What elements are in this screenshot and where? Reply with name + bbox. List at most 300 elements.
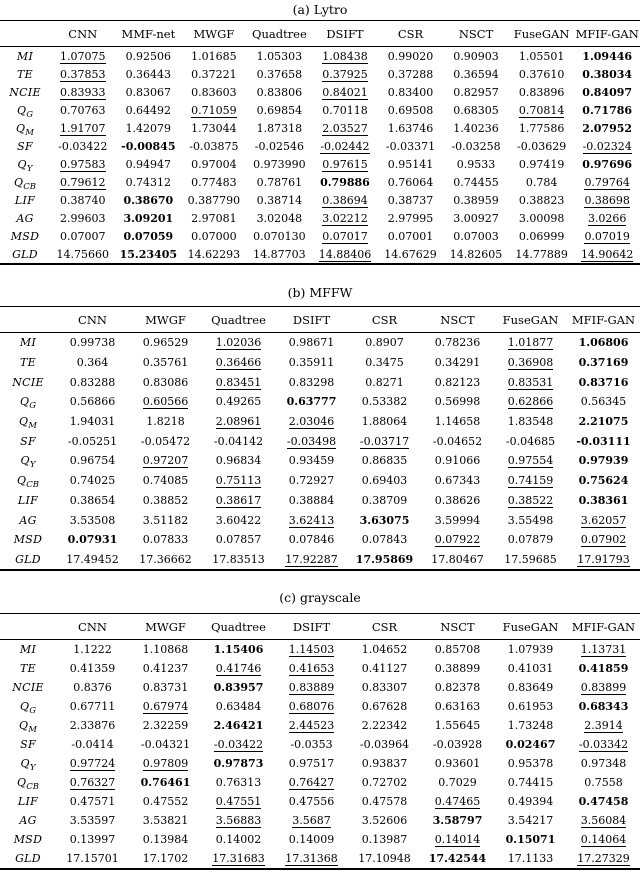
metric-label: MI — [16, 49, 34, 63]
value-cell: -0.03964 — [359, 738, 410, 752]
method-column-header: MWGF — [193, 26, 235, 41]
value-cell: 0.60566 — [142, 395, 189, 409]
value-cell: 0.07059 — [123, 229, 174, 243]
value-cell: 0.84097 — [582, 85, 633, 99]
metric-row — [0, 754, 640, 773]
value-cell: 0.93601 — [434, 757, 481, 771]
value-cell: 1.01877 — [507, 336, 554, 350]
value-cell: 0.82957 — [453, 85, 499, 99]
value-cell: 0.38852 — [142, 493, 189, 507]
metric-row — [0, 678, 640, 697]
value-cell: 17.1133 — [507, 852, 554, 866]
method-column-header: CNN — [78, 619, 107, 634]
metric-row — [0, 353, 640, 373]
value-cell: 0.71786 — [582, 103, 633, 117]
value-cell: 0.38654 — [69, 493, 116, 507]
value-cell: 0.38823 — [518, 193, 565, 207]
value-cell: 3.62057 — [580, 513, 627, 527]
value-cell: 0.41359 — [69, 662, 116, 676]
metric-label: TE — [20, 356, 36, 370]
value-cell: 2.33876 — [69, 719, 116, 733]
metric-label: AG — [16, 211, 34, 225]
value-cell: 0.83896 — [518, 85, 565, 99]
value-cell: 0.83086 — [142, 375, 189, 389]
value-cell: 2.44523 — [288, 719, 335, 733]
value-cell: 0.83716 — [578, 375, 629, 389]
value-cell: 0.47571 — [69, 795, 116, 809]
value-cell: 1.55645 — [434, 719, 481, 733]
value-cell: 0.97348 — [580, 757, 627, 771]
value-cell: 3.5687 — [292, 814, 331, 828]
metric-row — [0, 640, 640, 660]
metric-row — [0, 227, 640, 245]
metric-label: $Q_{CB}$ — [13, 175, 37, 191]
value-cell: 0.62866 — [507, 395, 554, 409]
value-cell: 0.41127 — [361, 662, 408, 676]
value-cell: 0.06999 — [518, 229, 565, 243]
value-cell: 0.13997 — [69, 833, 116, 847]
metric-label: LIF — [14, 193, 36, 207]
value-cell: 0.37853 — [60, 67, 106, 81]
value-cell: 14.88406 — [318, 247, 372, 261]
value-cell: 0.83288 — [69, 375, 116, 389]
value-cell: 0.83603 — [191, 85, 237, 99]
value-cell: 0.74312 — [125, 175, 172, 189]
metric-label: MI — [19, 336, 37, 350]
results-section-mffw — [0, 265, 640, 571]
value-cell: 17.31683 — [212, 852, 265, 866]
value-cell: 1.1222 — [73, 643, 112, 657]
metric-label: SF — [20, 434, 36, 448]
metric-row — [0, 392, 640, 412]
value-cell: 3.58797 — [432, 814, 483, 828]
metric-label: $Q_M$ — [18, 719, 38, 736]
value-cell: 1.94031 — [69, 415, 116, 429]
value-cell: 1.04652 — [361, 643, 408, 657]
value-cell: 17.27329 — [577, 852, 630, 866]
value-cell: 0.83451 — [215, 375, 262, 389]
value-cell: 0.63484 — [215, 700, 262, 714]
value-cell: 0.94947 — [125, 157, 172, 171]
value-cell: 0.47578 — [361, 795, 408, 809]
header-row — [0, 307, 640, 333]
value-cell: 3.55498 — [507, 513, 554, 527]
header-row — [0, 614, 640, 640]
value-cell: 0.070130 — [253, 229, 306, 243]
value-cell: 0.86835 — [361, 454, 408, 468]
value-cell: 0.387790 — [187, 193, 241, 207]
value-cell: 0.83806 — [256, 85, 303, 99]
value-cell: 17.92287 — [285, 552, 338, 566]
method-column-header: DSIFT — [292, 312, 331, 327]
value-cell: 0.70118 — [322, 103, 368, 117]
value-cell: 0.38626 — [434, 493, 481, 507]
value-cell: 1.07939 — [507, 643, 554, 657]
value-cell: 0.37221 — [191, 67, 237, 81]
value-cell: 0.67711 — [69, 700, 116, 714]
value-cell: 2.46421 — [213, 719, 264, 733]
value-cell: -0.03371 — [385, 139, 436, 153]
value-cell: 0.47551 — [215, 795, 262, 809]
value-cell: 17.10948 — [358, 852, 411, 866]
value-cell: 1.73044 — [191, 121, 237, 135]
value-cell: 17.83513 — [212, 552, 265, 566]
value-cell: 3.53508 — [69, 513, 116, 527]
value-cell: 1.8218 — [146, 415, 185, 429]
method-column-header: CNN — [68, 26, 98, 41]
value-cell: 0.93459 — [288, 454, 335, 468]
value-cell: 0.74455 — [453, 175, 499, 189]
value-cell: -0.02324 — [582, 139, 632, 153]
value-cell: 1.83548 — [507, 415, 554, 429]
metric-label: MI — [19, 643, 37, 657]
metric-label: LIF — [17, 493, 39, 507]
metric-label: $Q_M$ — [18, 415, 38, 432]
value-cell: 17.1702 — [142, 852, 189, 866]
value-cell: 0.82123 — [434, 375, 481, 389]
value-cell: 14.77889 — [515, 247, 568, 261]
value-cell: 0.56866 — [69, 395, 116, 409]
metric-label: TE — [17, 67, 33, 81]
value-cell: 0.90903 — [453, 49, 499, 63]
value-cell: 0.784 — [525, 175, 558, 189]
value-cell: 0.75113 — [215, 474, 262, 488]
value-cell: 2.32259 — [142, 719, 189, 733]
value-cell: 0.14014 — [434, 833, 481, 847]
value-cell: 1.13731 — [580, 643, 627, 657]
value-cell: 0.38670 — [123, 193, 174, 207]
value-cell: 3.09201 — [123, 211, 174, 225]
method-column-header: CSR — [397, 26, 424, 41]
value-cell: 0.97004 — [191, 157, 237, 171]
value-cell: 0.69508 — [387, 103, 434, 117]
value-cell: 0.3475 — [365, 356, 404, 370]
metric-row — [0, 155, 640, 173]
value-cell: 0.07879 — [507, 533, 554, 547]
value-cell: 1.42079 — [125, 121, 172, 135]
value-cell: 2.07952 — [582, 121, 633, 135]
value-cell: -0.04652 — [432, 434, 483, 448]
method-column-header: MFIF-GAN — [571, 312, 636, 327]
value-cell: 0.35911 — [288, 356, 335, 370]
value-cell: 0.38737 — [387, 193, 434, 207]
value-cell: 0.97615 — [322, 157, 368, 171]
method-column-header: NSCT — [440, 619, 475, 634]
metric-label: AG — [19, 513, 37, 527]
metric-row — [0, 716, 640, 735]
value-cell: 3.62413 — [288, 513, 335, 527]
method-column-header: MWGF — [145, 619, 186, 634]
results-table-grayscale — [0, 613, 640, 870]
value-cell: -0.03717 — [359, 434, 410, 448]
metric-label: GLD — [15, 552, 41, 566]
value-cell: 0.63777 — [286, 395, 337, 409]
results-table-lytro — [0, 20, 640, 265]
metric-label: MSD — [10, 229, 40, 243]
value-cell: 2.21075 — [578, 415, 629, 429]
value-cell: 0.41653 — [288, 662, 335, 676]
value-cell: 0.76461 — [140, 776, 191, 790]
value-cell: 14.82605 — [449, 247, 503, 261]
value-cell: 0.38361 — [578, 493, 629, 507]
metric-label: $Q_Y$ — [17, 157, 33, 173]
value-cell: 1.08438 — [322, 49, 368, 63]
value-cell: 0.38959 — [453, 193, 499, 207]
value-cell: 0.8271 — [365, 375, 404, 389]
value-cell: 0.38617 — [215, 493, 262, 507]
metric-label: SF — [17, 139, 33, 153]
metric-row — [0, 659, 640, 678]
value-cell: 17.36662 — [139, 552, 192, 566]
value-cell: 3.0266 — [587, 211, 627, 225]
value-cell: 0.96834 — [215, 454, 262, 468]
value-cell: -0.05251 — [67, 434, 118, 448]
metric-row — [0, 333, 640, 353]
value-cell: 3.00098 — [518, 211, 565, 225]
metric-row — [0, 773, 640, 792]
value-cell: 0.71059 — [191, 103, 237, 117]
value-cell: 3.56883 — [215, 814, 262, 828]
value-cell: 0.74085 — [142, 474, 189, 488]
method-column-header: CSR — [371, 619, 398, 634]
value-cell: 0.70763 — [60, 103, 106, 117]
value-cell: 0.67628 — [361, 700, 408, 714]
metric-row — [0, 412, 640, 432]
value-cell: -0.03498 — [286, 434, 337, 448]
value-cell: 0.83933 — [60, 85, 106, 99]
metric-row — [0, 471, 640, 491]
value-cell: 0.95141 — [387, 157, 434, 171]
value-cell: 0.37658 — [256, 67, 303, 81]
value-cell: 0.67974 — [142, 700, 189, 714]
value-cell: 1.77586 — [518, 121, 565, 135]
metric-row — [0, 811, 640, 830]
value-cell: 0.38698 — [584, 193, 630, 207]
header-row — [0, 21, 640, 47]
value-cell: 0.53382 — [361, 395, 408, 409]
metric-label: NCIE — [12, 681, 44, 695]
value-cell: 3.56084 — [580, 814, 627, 828]
value-cell: -0.03422 — [58, 139, 108, 153]
value-cell: -0.03342 — [578, 738, 629, 752]
value-cell: 0.35761 — [142, 356, 189, 370]
value-cell: 0.78236 — [434, 336, 481, 350]
method-column-header: Quadtree — [211, 312, 266, 327]
method-column-header: DSIFT — [326, 26, 364, 41]
value-cell: 0.41237 — [142, 662, 189, 676]
value-cell: -0.03258 — [451, 139, 501, 153]
value-cell: 0.9533 — [456, 157, 496, 171]
value-cell: 0.79764 — [584, 175, 630, 189]
table-body — [0, 47, 640, 265]
value-cell: 0.76427 — [288, 776, 335, 790]
metric-row — [0, 735, 640, 754]
value-cell: 1.01685 — [191, 49, 237, 63]
value-cell: 0.84021 — [322, 85, 368, 99]
metric-column-header — [0, 21, 50, 47]
value-cell: 0.61953 — [507, 700, 554, 714]
table-caption-mffw: (b) MFFW — [287, 285, 353, 300]
metric-label: $Q_G$ — [16, 103, 34, 119]
value-cell: 0.83957 — [213, 681, 264, 695]
value-cell: 0.83067 — [125, 85, 172, 99]
value-cell: 0.07001 — [387, 229, 434, 243]
value-cell: -0.03111 — [576, 434, 631, 448]
value-cell: 2.3914 — [584, 719, 623, 733]
value-cell: 0.95378 — [507, 757, 554, 771]
value-cell: 0.49265 — [215, 395, 262, 409]
metric-column-header — [0, 307, 56, 333]
metric-label: TE — [20, 662, 36, 676]
metric-row — [0, 209, 640, 227]
value-cell: 14.62293 — [187, 247, 241, 261]
method-column-header: CSR — [371, 312, 398, 327]
value-cell: 1.05501 — [518, 49, 565, 63]
value-cell: 3.54217 — [507, 814, 554, 828]
value-cell: -0.0353 — [290, 738, 333, 752]
value-cell: 0.8376 — [73, 681, 112, 695]
metric-row — [0, 550, 640, 571]
value-cell: 0.83307 — [361, 681, 408, 695]
value-cell: 2.03046 — [288, 415, 335, 429]
value-cell: 1.07075 — [60, 49, 106, 63]
value-cell: 3.00927 — [453, 211, 499, 225]
value-cell: 0.63163 — [434, 700, 481, 714]
metric-label: MSD — [13, 833, 43, 847]
value-cell: 0.07017 — [322, 229, 368, 243]
value-cell: 0.38709 — [361, 493, 408, 507]
value-cell: 1.63746 — [387, 121, 434, 135]
value-cell: 0.37925 — [322, 67, 368, 81]
value-cell: 1.09446 — [582, 49, 633, 63]
metric-row — [0, 510, 640, 530]
metric-row — [0, 530, 640, 550]
metric-row — [0, 101, 640, 119]
value-cell: 0.36466 — [215, 356, 262, 370]
results-section-grayscale — [0, 571, 640, 870]
value-cell: 0.97554 — [507, 454, 554, 468]
value-cell: 0.02467 — [505, 738, 556, 752]
metric-label: GLD — [15, 852, 41, 866]
metric-row — [0, 65, 640, 83]
value-cell: 0.36908 — [507, 356, 554, 370]
value-cell: 2.97081 — [191, 211, 237, 225]
method-column-header: CNN — [78, 312, 107, 327]
value-cell: 17.49452 — [66, 552, 119, 566]
value-cell: 0.97809 — [142, 757, 189, 771]
value-cell: 0.74415 — [507, 776, 554, 790]
value-cell: 1.14503 — [288, 643, 335, 657]
value-cell: 1.87318 — [256, 121, 303, 135]
value-cell: 0.07833 — [142, 533, 189, 547]
value-cell: 0.68343 — [578, 700, 629, 714]
value-cell: 0.38740 — [60, 193, 106, 207]
value-cell: 0.97207 — [142, 454, 189, 468]
value-cell: 17.59685 — [504, 552, 557, 566]
value-cell: 0.07007 — [60, 229, 106, 243]
value-cell: 0.38714 — [256, 193, 303, 207]
value-cell: 0.07000 — [191, 229, 237, 243]
value-cell: 0.98671 — [288, 336, 335, 350]
value-cell: 0.83731 — [142, 681, 189, 695]
value-cell: 0.37610 — [518, 67, 565, 81]
metric-label: SF — [20, 738, 36, 752]
value-cell: 0.96754 — [69, 454, 116, 468]
metric-row — [0, 173, 640, 191]
value-cell: 2.08961 — [215, 415, 262, 429]
method-column-header: Quadtree — [252, 26, 307, 41]
value-cell: 0.97939 — [578, 454, 629, 468]
value-cell: 1.73248 — [507, 719, 554, 733]
value-cell: -0.03629 — [516, 139, 567, 153]
metric-label: $Q_{CB}$ — [16, 776, 40, 793]
value-cell: 0.97724 — [69, 757, 116, 771]
value-cell: -0.02442 — [320, 139, 370, 153]
value-cell: 0.47552 — [142, 795, 189, 809]
value-cell: 3.53597 — [69, 814, 116, 828]
value-cell: -0.03875 — [189, 139, 239, 153]
value-cell: 0.97873 — [213, 757, 264, 771]
value-cell: 3.60422 — [215, 513, 262, 527]
value-cell: 3.52606 — [361, 814, 408, 828]
value-cell: 0.91066 — [434, 454, 481, 468]
value-cell: 0.75624 — [578, 474, 629, 488]
value-cell: 17.91793 — [577, 552, 630, 566]
value-cell: 0.8907 — [365, 336, 404, 350]
metric-row — [0, 83, 640, 101]
table-header — [0, 614, 640, 640]
value-cell: 0.47465 — [434, 795, 481, 809]
metric-column-header — [0, 614, 56, 640]
value-cell: 14.75660 — [56, 247, 110, 261]
value-cell: 0.68305 — [453, 103, 499, 117]
table-header — [0, 307, 640, 333]
value-cell: 3.51182 — [142, 513, 189, 527]
value-cell: 0.78761 — [256, 175, 303, 189]
value-cell: 0.37288 — [387, 67, 434, 81]
value-cell: 17.31368 — [285, 852, 338, 866]
value-cell: 0.14009 — [288, 833, 335, 847]
value-cell: 0.38884 — [288, 493, 335, 507]
value-cell: 0.83649 — [507, 681, 554, 695]
value-cell: 0.72702 — [361, 776, 408, 790]
value-cell: 1.02036 — [215, 336, 262, 350]
value-cell: 0.74025 — [69, 474, 116, 488]
value-cell: 3.53821 — [142, 814, 189, 828]
value-cell: 0.77483 — [191, 175, 237, 189]
value-cell: 3.63075 — [359, 513, 410, 527]
metric-row — [0, 245, 640, 264]
metric-row — [0, 491, 640, 511]
metric-label: $Q_Y$ — [20, 454, 36, 471]
value-cell: 0.07922 — [434, 533, 481, 547]
method-column-header: FuseGAN — [513, 26, 570, 41]
value-cell: 1.91707 — [60, 121, 106, 135]
value-cell: 0.37169 — [578, 356, 629, 370]
value-cell: 17.80467 — [431, 552, 484, 566]
value-cell: 14.67629 — [384, 247, 437, 261]
value-cell: 0.68076 — [288, 700, 335, 714]
table-header — [0, 21, 640, 47]
value-cell: -0.04321 — [140, 738, 191, 752]
value-cell: 0.56998 — [434, 395, 481, 409]
value-cell: 0.72927 — [288, 474, 335, 488]
metric-label: $Q_G$ — [19, 395, 37, 412]
value-cell: 0.83400 — [387, 85, 434, 99]
metric-row — [0, 119, 640, 137]
table-body — [0, 640, 640, 870]
value-cell: -0.03928 — [432, 738, 483, 752]
